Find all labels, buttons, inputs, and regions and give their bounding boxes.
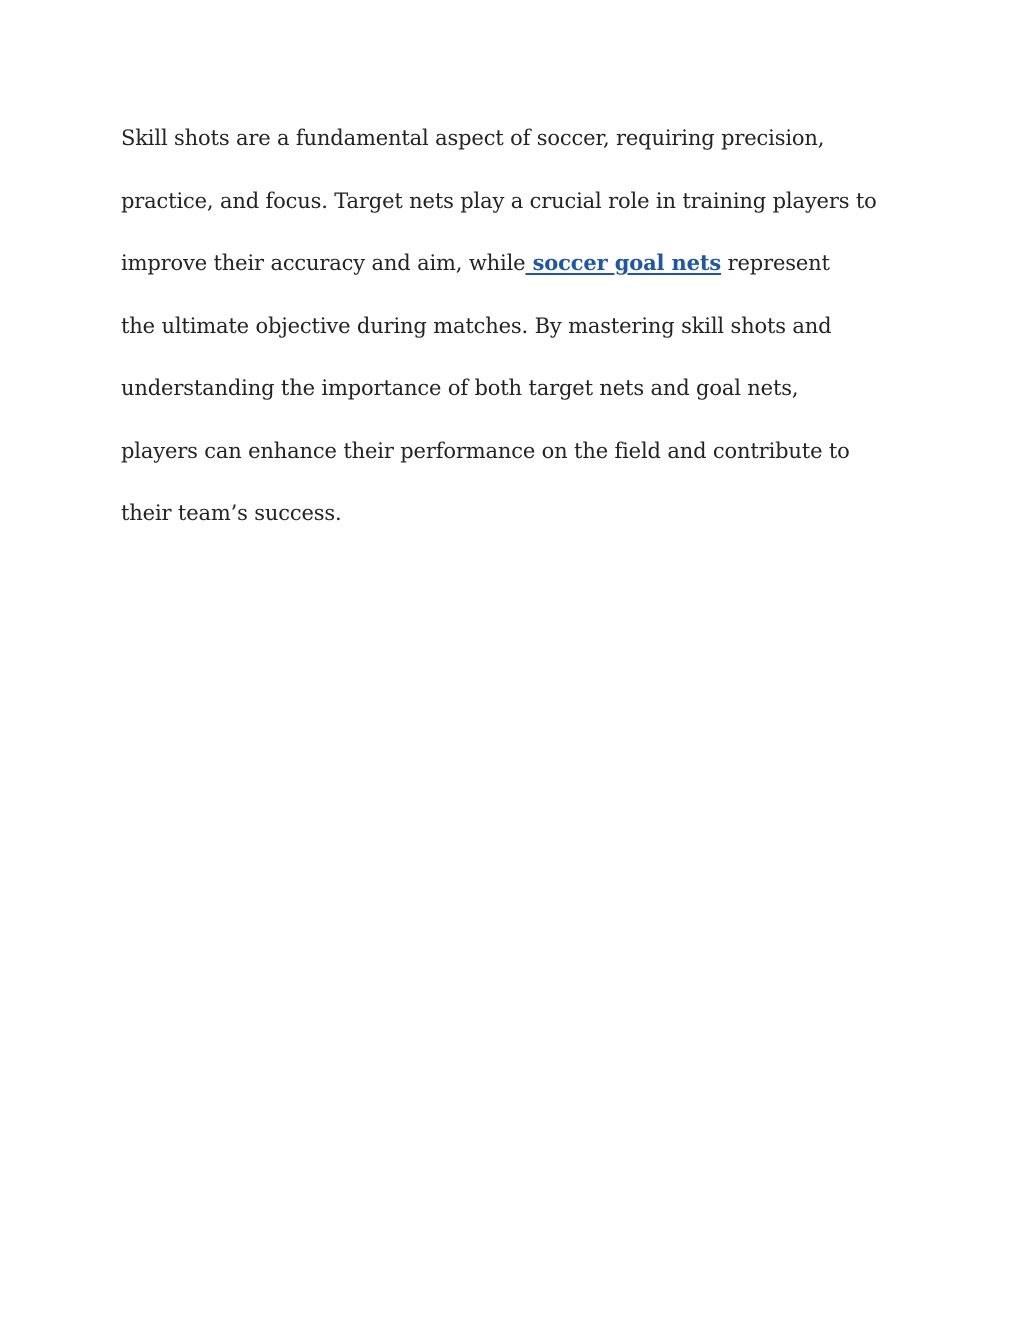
paragraph-line-5: understanding the importance of both target nets and goal nets, bbox=[121, 376, 799, 400]
paragraph-line-2: practice, and focus. Target nets play a crucial role in training players to bbox=[121, 188, 877, 213]
paragraph-line-7: their team’s success. bbox=[121, 501, 342, 525]
body-paragraph bbox=[121, 107, 911, 545]
paragraph-line-1: Skill shots are a fundamental aspect of soccer, requiring precision, bbox=[121, 126, 825, 150]
paragraph-line-4: the ultimate objective during matches. By mastering skill shots and bbox=[121, 313, 832, 338]
line-3-text-before-link: improve their accuracy and aim, while bbox=[121, 251, 526, 275]
soccer-goal-nets-link[interactable]: soccer goal nets bbox=[525, 250, 722, 275]
paragraph-line-3 bbox=[121, 232, 911, 295]
paragraph-line-6: players can enhance their performance on the field and contribute to bbox=[121, 438, 850, 463]
line-3-text-after-link: represent bbox=[721, 251, 830, 275]
